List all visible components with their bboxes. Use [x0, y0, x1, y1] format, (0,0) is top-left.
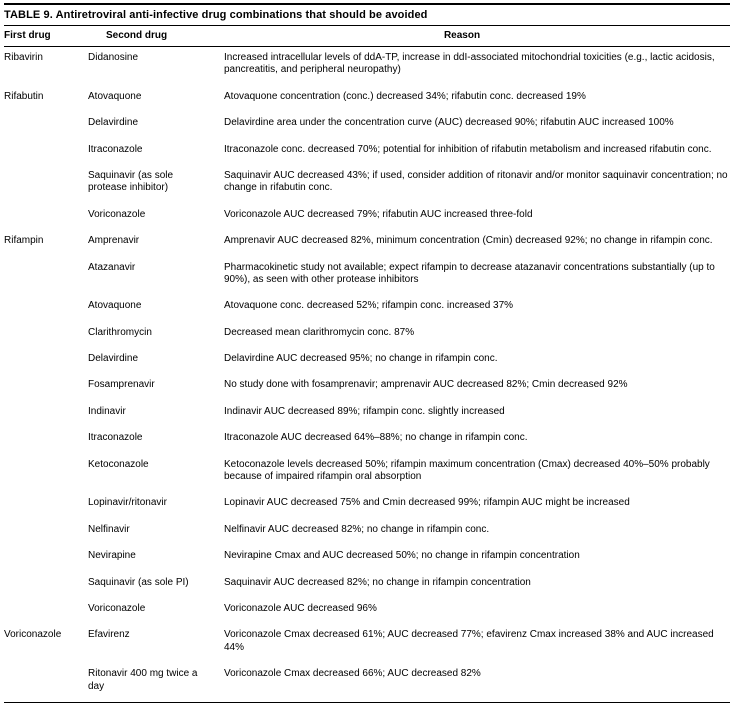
table-row [4, 663, 730, 702]
second-drug-cell: Ketoconazole [88, 458, 149, 470]
first-drug-cell [4, 492, 88, 518]
first-drug-cell [4, 112, 88, 138]
table-row [4, 139, 730, 165]
table-title: TABLE 9. Antiretroviral anti-infective drug combinations that should be avoided [4, 9, 428, 21]
table-row [4, 624, 730, 663]
second-drug-cell: Lopinavir/ritonavir [88, 497, 167, 509]
first-drug-cell: Voriconazole [4, 629, 62, 641]
reason-cell: Lopinavir AUC decreased 75% and Cmin decreased 99%; rifampin AUC might be increased [224, 497, 630, 509]
table-row [4, 454, 730, 493]
table-row [4, 598, 730, 624]
table-row [4, 401, 730, 427]
first-drug-cell [4, 348, 88, 374]
second-drug-cell: Voriconazole [88, 208, 146, 220]
table-row [4, 427, 730, 453]
second-drug-cell: Itraconazole [88, 143, 143, 155]
reason-cell: Atovaquone concentration (conc.) decreased 34%; rifabutin conc. decreased 19% [224, 90, 586, 102]
first-drug-cell [4, 204, 88, 230]
table-row [4, 165, 730, 204]
second-drug-cell: Atazanavir [88, 261, 136, 273]
reason-cell: No study done with fosamprenavir; amprenavir AUC decreased 82%; Cmin decreased 92% [224, 379, 628, 391]
second-drug-cell: Indinavir [88, 405, 126, 417]
reason-cell: Voriconazole AUC decreased 96% [224, 602, 377, 614]
second-drug-cell: Voriconazole [88, 602, 146, 614]
first-drug-cell [4, 322, 88, 348]
first-drug-cell [4, 257, 88, 296]
first-drug-cell [4, 572, 88, 598]
first-drug-cell [4, 663, 88, 702]
reason-cell: Voriconazole Cmax decreased 61%; AUC decreased 77%; efavirenz Cmax increased 38% and AUC increased 44% [224, 629, 714, 653]
second-drug-cell: Atovaquone [88, 90, 142, 102]
table-body [4, 47, 730, 703]
reason-cell: Nelfinavir AUC decreased 82%; no change in rifampin conc. [224, 523, 490, 535]
table-row [4, 519, 730, 545]
drug-combinations-table [4, 25, 730, 703]
reason-cell: Indinavir AUC decreased 89%; rifampin conc. slightly increased [224, 405, 505, 417]
first-drug-cell: Rifabutin [4, 90, 44, 102]
table-row [4, 86, 730, 112]
table-row [4, 572, 730, 598]
reason-cell: Saquinavir AUC decreased 82%; no change in rifampin concentration [224, 576, 531, 588]
second-drug-cell: Amprenavir [88, 235, 140, 247]
second-drug-cell: Delavirdine [88, 353, 139, 365]
second-drug-cell: Efavirenz [88, 629, 130, 641]
second-drug-cell: Saquinavir (as sole PI) [88, 576, 189, 588]
first-drug-cell [4, 139, 88, 165]
table-row [4, 204, 730, 230]
reason-cell: Delavirdine AUC decreased 95%; no change in rifampin conc. [224, 353, 498, 365]
second-drug-cell: Nevirapine [88, 550, 136, 562]
first-drug-cell [4, 519, 88, 545]
table-row [4, 257, 730, 296]
second-drug-cell: Fosamprenavir [88, 379, 155, 391]
first-drug-cell [4, 295, 88, 321]
second-drug-cell: Atovaquone [88, 300, 142, 312]
second-drug-cell: Clarithromycin [88, 326, 152, 338]
reason-cell: Itraconazole AUC decreased 64%–88%; no change in rifampin conc. [224, 432, 528, 444]
header-first-drug: First drug [4, 26, 88, 47]
reason-cell: Nevirapine Cmax and AUC decreased 50%; no change in rifampin concentration [224, 550, 580, 562]
reason-cell: Delavirdine area under the concentration curve (AUC) decreased 90%; rifabutin AUC increased 100% [224, 117, 674, 129]
second-drug-cell: Delavirdine [88, 117, 139, 129]
table-row [4, 112, 730, 138]
second-drug-cell: Ritonavir 400 mg twice a day [88, 668, 198, 692]
first-drug-cell: Rifampin [4, 235, 44, 247]
table-row [4, 230, 730, 256]
first-drug-cell [4, 545, 88, 571]
reason-cell: Decreased mean clarithromycin conc. 87% [224, 326, 415, 338]
reason-cell: Amprenavir AUC decreased 82%, minimum concentration (Cmin) decreased 92%; no change in rifampin conc. [224, 235, 713, 247]
reason-cell: Itraconazole conc. decreased 70%; potential for inhibition of rifabutin metabolism and increased rifabutin conc. [224, 143, 712, 155]
second-drug-cell: Nelfinavir [88, 523, 130, 535]
second-drug-cell: Didanosine [88, 52, 139, 63]
header-second-drug: Second drug [88, 26, 224, 47]
reason-cell: Ketoconazole levels decreased 50%; rifampin maximum concentration (Cmax) decreased 40%–50% probably because of impaired rifampin oral absorption [224, 458, 710, 483]
first-drug-cell [4, 165, 88, 204]
first-drug-cell [4, 598, 88, 624]
reason-cell: Voriconazole AUC decreased 79%; rifabutin AUC increased three-fold [224, 208, 533, 220]
first-drug-cell [4, 427, 88, 453]
reason-cell: Atovaquone conc. decreased 52%; rifampin conc. increased 37% [224, 300, 514, 312]
reason-cell: Increased intracellular levels of ddA-TP, increase in ddI-associated mitochondrial toxicities (e.g., lactic acidosis, pancreatitis, and peripheral neuropathy) [224, 52, 715, 76]
first-drug-cell [4, 401, 88, 427]
table-row [4, 492, 730, 518]
second-drug-cell: Saquinavir (as sole protease inhibitor) [88, 169, 174, 194]
table-row [4, 374, 730, 400]
header-reason: Reason [224, 26, 730, 47]
table-row [4, 47, 730, 86]
reason-cell: Saquinavir AUC decreased 43%; if used, consider addition of ritonavir and/or monitor saquinavir concentration; no change in rifabutin conc. [224, 169, 728, 194]
first-drug-cell [4, 374, 88, 400]
first-drug-cell [4, 454, 88, 493]
first-drug-cell: Ribavirin [4, 52, 43, 63]
table-row [4, 322, 730, 348]
reason-cell: Voriconazole Cmax decreased 66%; AUC decreased 82% [224, 668, 481, 680]
table-row [4, 545, 730, 571]
reason-cell: Pharmacokinetic study not available; expect rifampin to decrease atazanavir concentrations substantially (up to 90%), as seen with other protease inhibitors [224, 261, 715, 285]
table-row [4, 295, 730, 321]
second-drug-cell: Itraconazole [88, 432, 143, 444]
table-row [4, 348, 730, 374]
header-row [4, 26, 730, 47]
